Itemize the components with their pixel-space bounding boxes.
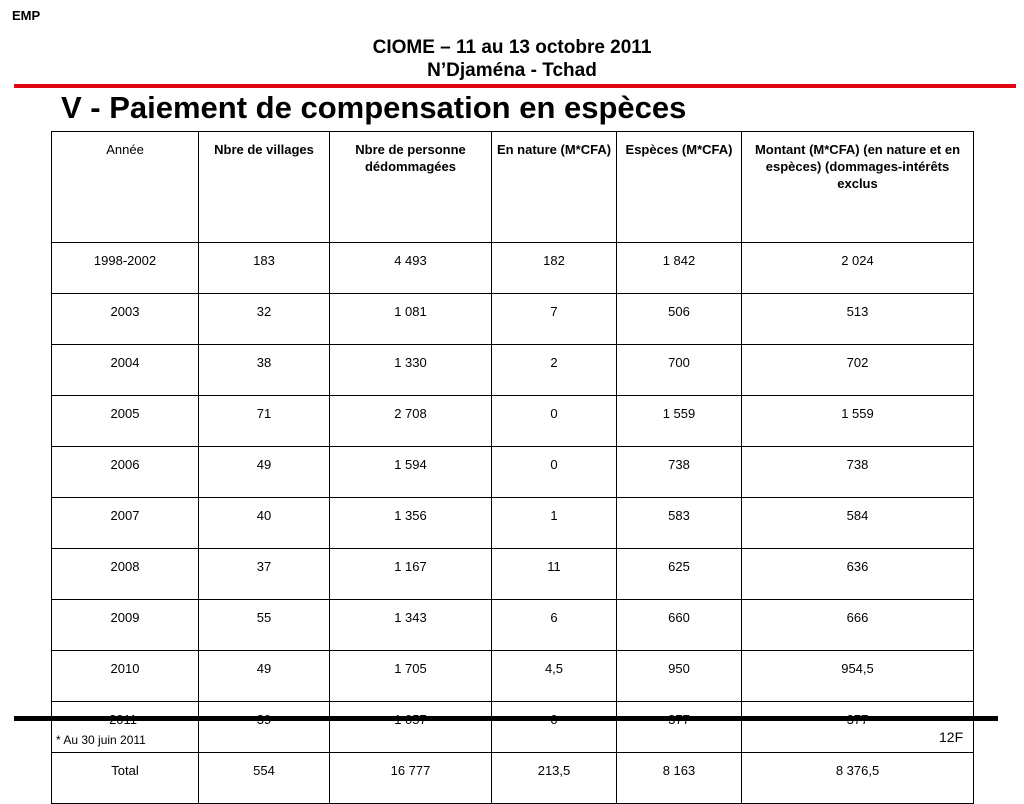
table-cell: 49 — [199, 447, 330, 498]
slide-header — [0, 36, 1024, 82]
table-cell: 702 — [742, 345, 974, 396]
table-cell: 2009 — [52, 600, 199, 651]
table-cell: 1 343 — [330, 600, 492, 651]
table-cell: 506 — [617, 294, 742, 345]
table-cell: 49 — [199, 651, 330, 702]
table-cell — [617, 702, 742, 753]
table-cell: 55 — [199, 600, 330, 651]
table-row — [52, 396, 974, 447]
table-cell: 0 — [492, 396, 617, 447]
table-cell: 71 — [199, 396, 330, 447]
table-cell: 2004 — [52, 345, 199, 396]
table-cell: 32 — [199, 294, 330, 345]
table-row — [52, 549, 974, 600]
table-row-total — [52, 753, 974, 804]
table-cell: 6 — [492, 600, 617, 651]
table-cell: 2008 — [52, 549, 199, 600]
table-cell: 583 — [617, 498, 742, 549]
table-cell: 554 — [199, 753, 330, 804]
table-row — [52, 600, 974, 651]
table-cell: 1 356 — [330, 498, 492, 549]
table-cell: 954,5 — [742, 651, 974, 702]
table-cell: 950 — [617, 651, 742, 702]
table-cell: 16 777 — [330, 753, 492, 804]
table-row — [52, 345, 974, 396]
corner-label: EMP — [12, 8, 41, 23]
table-cell: 182 — [492, 243, 617, 294]
table-row — [52, 651, 974, 702]
table-cell: 2010 — [52, 651, 199, 702]
table-cell: 666 — [742, 600, 974, 651]
table-cell: 1998-2002 — [52, 243, 199, 294]
header-line-event: CIOME – 11 au 13 octobre 2011 — [372, 37, 652, 58]
table-cell: 2007 — [52, 498, 199, 549]
column-header-personnes: Nbre de personne dédommagées — [330, 132, 492, 243]
table-cell: 700 — [617, 345, 742, 396]
column-header-villages: Nbre de villages — [199, 132, 330, 243]
column-header-en-nature: En nature (M*CFA) — [492, 132, 617, 243]
table-cell: 2005 — [52, 396, 199, 447]
table-cell: 40 — [199, 498, 330, 549]
table-cell: 2 024 — [742, 243, 974, 294]
table-cell: 636 — [742, 549, 974, 600]
table-cell: 625 — [617, 549, 742, 600]
table-row — [52, 702, 974, 753]
table-cell: 0 — [492, 447, 617, 498]
table-cell: 738 — [742, 447, 974, 498]
compensation-table — [51, 131, 974, 804]
table-row — [52, 243, 974, 294]
table-cell: 38 — [199, 345, 330, 396]
table-cell — [330, 702, 492, 753]
table-cell: 8 376,5 — [742, 753, 974, 804]
table-cell: 4 493 — [330, 243, 492, 294]
footnote: * Au 30 juin 2011 — [56, 733, 146, 747]
column-header-annee: Année — [52, 132, 199, 243]
table-cell: 37 — [199, 549, 330, 600]
table-cell: 183 — [199, 243, 330, 294]
table-cell: 513 — [742, 294, 974, 345]
header-line-location: N’Djaména - Tchad — [427, 60, 597, 81]
footer-divider — [14, 716, 998, 721]
table-cell: 213,5 — [492, 753, 617, 804]
table-cell: 2 — [492, 345, 617, 396]
table-cell: 1 842 — [617, 243, 742, 294]
table-cell: 7 — [492, 294, 617, 345]
table-cell: 8 163 — [617, 753, 742, 804]
table-cell: 1 330 — [330, 345, 492, 396]
table-cell: 11 — [492, 549, 617, 600]
table-row — [52, 498, 974, 549]
table-cell: 2 708 — [330, 396, 492, 447]
table-row — [52, 447, 974, 498]
slide-title: V - Paiement de compensation en espèces — [61, 90, 687, 125]
table-cell: 1 594 — [330, 447, 492, 498]
table-cell: 1 705 — [330, 651, 492, 702]
column-header-montant: Montant (M*CFA) (en nature et en espèces) (dommages-intérêts exclus — [742, 132, 974, 243]
table-cell: 2003 — [52, 294, 199, 345]
table-cell: 1 081 — [330, 294, 492, 345]
table-cell: 2006 — [52, 447, 199, 498]
table-cell: 4,5 — [492, 651, 617, 702]
table-cell: 738 — [617, 447, 742, 498]
table-cell: 1 167 — [330, 549, 492, 600]
table-cell: 660 — [617, 600, 742, 651]
column-header-especes: Espèces (M*CFA) — [617, 132, 742, 243]
table-header-row — [52, 132, 974, 243]
page-number: 12F — [939, 729, 964, 745]
table-cell: 1 559 — [617, 396, 742, 447]
table-cell: 584 — [742, 498, 974, 549]
table-cell: Total — [52, 753, 199, 804]
table-cell — [199, 702, 330, 753]
table-cell: 1 — [492, 498, 617, 549]
table-cell: 1 559 — [742, 396, 974, 447]
table-row — [52, 294, 974, 345]
table-cell — [492, 702, 617, 753]
